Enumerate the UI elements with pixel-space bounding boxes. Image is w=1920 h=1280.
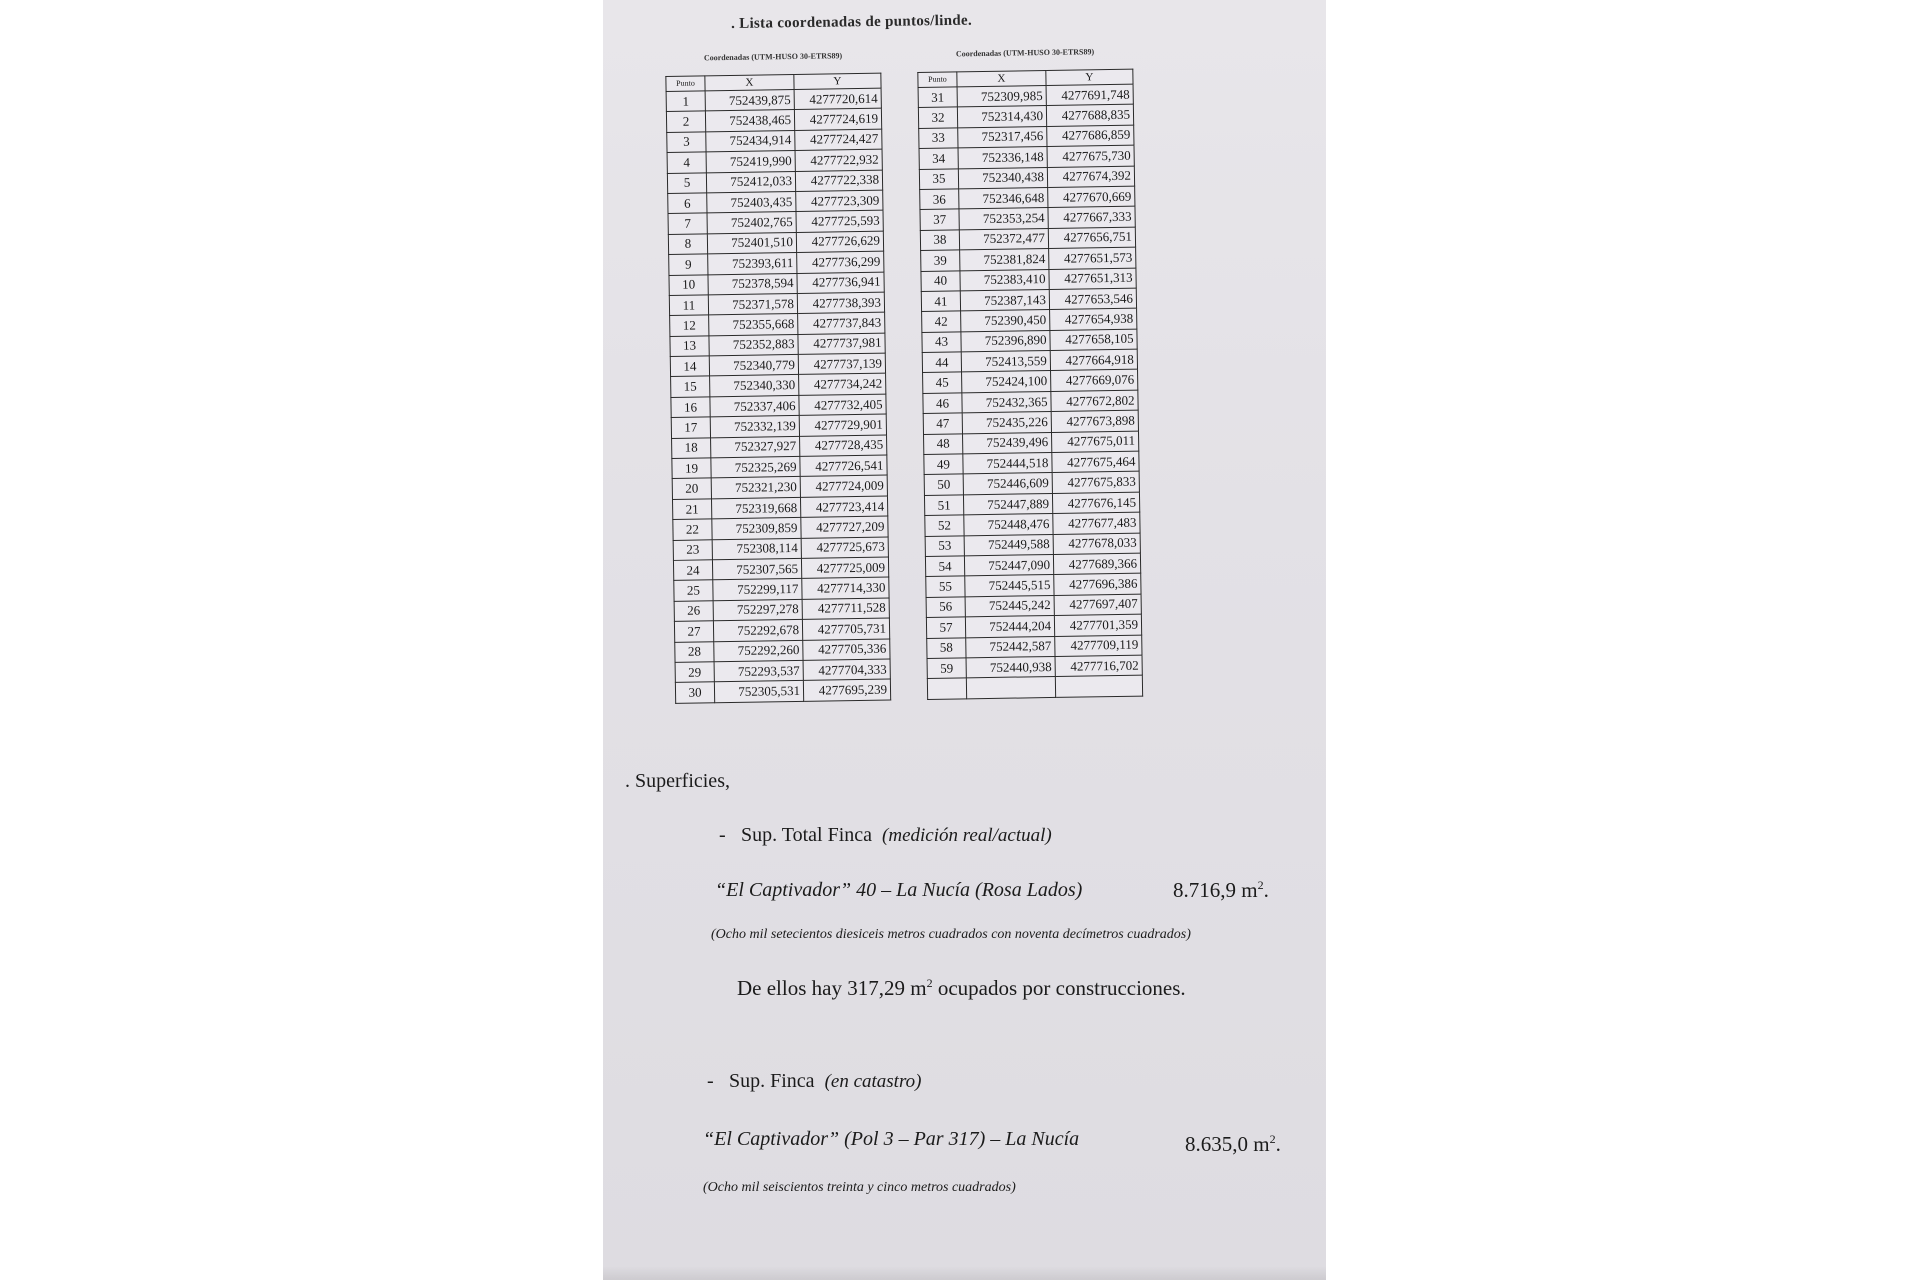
x-coordinate-cell: 752449,588	[964, 534, 1053, 556]
x-coordinate-cell: 752390,450	[961, 310, 1050, 332]
x-coordinate-cell: 752297,278	[713, 599, 802, 621]
coordinates-table-right-body	[918, 84, 1143, 699]
x-coordinate-cell: 752299,117	[713, 579, 802, 601]
x-coordinate-cell: 752337,406	[710, 395, 799, 417]
y-coordinate-cell: 4277664,918	[1050, 349, 1137, 371]
cadastre-surface-number: 8.635,0 m	[1185, 1132, 1270, 1156]
y-coordinate-cell: 4277656,751	[1048, 227, 1135, 249]
point-number-cell: 50	[924, 474, 963, 495]
x-coordinate-cell: 752353,254	[959, 208, 1048, 230]
x-coordinate-cell: 752307,565	[712, 558, 801, 580]
column-header-x: X	[957, 71, 1046, 87]
x-coordinate-cell: 752448,476	[964, 514, 1053, 536]
x-coordinate-cell: 752439,496	[962, 432, 1051, 454]
column-header-punto: Punto	[918, 72, 957, 88]
x-coordinate-cell: 752325,269	[711, 456, 800, 478]
point-number-cell: 34	[919, 148, 958, 169]
total-surface-label: Sup. Total Finca	[741, 824, 873, 846]
x-coordinate-cell	[966, 677, 1055, 699]
point-number-cell: 59	[927, 658, 966, 679]
square-exponent: 2	[926, 976, 933, 990]
point-number-cell: 4	[667, 152, 706, 173]
cadastre-surface-title	[707, 1070, 921, 1093]
x-coordinate-cell: 752446,609	[963, 473, 1052, 495]
x-coordinate-cell: 752381,824	[960, 249, 1049, 271]
y-coordinate-cell: 4277727,209	[801, 516, 888, 538]
point-number-cell: 19	[672, 458, 711, 479]
y-coordinate-cell: 4277674,392	[1047, 166, 1134, 188]
total-surface-qualifier: (medición real/actual)	[882, 825, 1052, 846]
coordinates-table-left-block	[665, 51, 891, 704]
point-number-cell: 40	[921, 270, 960, 291]
y-coordinate-cell: 4277726,629	[796, 231, 883, 253]
point-number-cell: 26	[674, 601, 713, 622]
point-number-cell: 54	[925, 556, 964, 577]
table-row	[927, 675, 1142, 699]
x-coordinate-cell: 752352,883	[709, 334, 798, 356]
bullet-dash: -	[707, 1070, 714, 1092]
y-coordinate-cell: 4277654,938	[1050, 308, 1137, 330]
y-coordinate-cell: 4277720,614	[794, 88, 881, 110]
y-coordinate-cell: 4277729,901	[799, 414, 886, 436]
y-coordinate-cell: 4277737,843	[798, 312, 885, 334]
y-coordinate-cell: 4277737,981	[798, 333, 885, 355]
y-coordinate-cell: 4277653,546	[1049, 288, 1136, 310]
y-coordinate-cell: 4277704,333	[803, 659, 890, 681]
y-coordinate-cell: 4277651,573	[1049, 247, 1136, 269]
point-number-cell: 32	[918, 107, 957, 128]
table-caption-right: Coordenadas (UTM-HUSO 30-ETRS89)	[955, 47, 1095, 59]
point-number-cell: 17	[671, 417, 710, 438]
point-number-cell: 36	[920, 189, 959, 210]
point-number-cell: 55	[926, 576, 965, 597]
y-coordinate-cell: 4277737,139	[798, 353, 885, 375]
x-coordinate-cell: 752292,678	[713, 620, 802, 642]
x-coordinate-cell: 752346,648	[959, 187, 1048, 209]
x-coordinate-cell: 752340,438	[958, 167, 1047, 189]
x-coordinate-cell: 752314,430	[957, 106, 1046, 128]
x-coordinate-cell: 752293,537	[714, 660, 803, 682]
point-number-cell: 52	[925, 515, 964, 536]
point-number-cell: 25	[674, 580, 713, 601]
y-coordinate-cell: 4277673,898	[1051, 410, 1138, 432]
y-coordinate-cell: 4277675,833	[1052, 472, 1139, 494]
point-number-cell: 13	[670, 336, 709, 357]
y-coordinate-cell: 4277651,313	[1049, 268, 1136, 290]
x-coordinate-cell: 752393,611	[708, 253, 797, 275]
point-number-cell: 42	[922, 311, 961, 332]
x-coordinate-cell: 752308,114	[712, 538, 801, 560]
document-page	[603, 0, 1326, 1280]
built-area-line	[737, 976, 1186, 1001]
point-number-cell: 22	[673, 519, 712, 540]
y-coordinate-cell: 4277725,673	[801, 537, 888, 559]
point-number-cell: 20	[672, 478, 711, 499]
point-number-cell: 45	[923, 372, 962, 393]
x-coordinate-cell: 752442,587	[966, 636, 1055, 658]
point-number-cell: 2	[666, 111, 705, 132]
x-coordinate-cell: 752332,139	[710, 416, 799, 438]
point-number-cell: 24	[673, 560, 712, 581]
point-number-cell: 31	[918, 87, 957, 108]
coordinates-table-right	[917, 69, 1143, 700]
square-exponent: 2	[1269, 1132, 1276, 1146]
x-coordinate-cell: 752402,765	[707, 212, 796, 234]
y-coordinate-cell: 4277734,242	[799, 374, 886, 396]
y-coordinate-cell: 4277726,541	[800, 455, 887, 477]
point-number-cell: 6	[668, 193, 707, 214]
column-header-y: Y	[1046, 69, 1133, 85]
x-coordinate-cell: 752445,515	[965, 575, 1054, 597]
point-number-cell: 38	[920, 230, 959, 251]
y-coordinate-cell: 4277711,528	[802, 598, 889, 620]
point-number-cell: 27	[674, 621, 713, 642]
y-coordinate-cell: 4277697,407	[1054, 594, 1141, 616]
y-coordinate-cell: 4277675,730	[1047, 145, 1134, 167]
x-coordinate-cell: 752327,927	[711, 436, 800, 458]
x-coordinate-cell: 752447,889	[963, 493, 1052, 515]
y-coordinate-cell: 4277705,731	[802, 618, 889, 640]
x-coordinate-cell: 752413,559	[961, 351, 1050, 373]
y-coordinate-cell: 4277689,366	[1053, 553, 1140, 575]
y-coordinate-cell: 4277722,338	[795, 170, 882, 192]
y-coordinate-cell: 4277723,414	[800, 496, 887, 518]
x-coordinate-cell: 752444,518	[963, 453, 1052, 475]
point-number-cell: 10	[669, 274, 708, 295]
value-period: .	[1275, 1132, 1281, 1156]
point-number-cell: 21	[672, 499, 711, 520]
y-coordinate-cell: 4277728,435	[800, 435, 887, 457]
x-coordinate-cell: 752444,204	[965, 616, 1054, 638]
x-coordinate-cell: 752309,985	[957, 86, 1046, 108]
point-number-cell: 15	[671, 376, 710, 397]
table-caption-left: Coordenadas (UTM-HUSO 30-ETRS89)	[703, 51, 843, 63]
y-coordinate-cell: 4277732,405	[799, 394, 886, 416]
point-number-cell: 23	[673, 539, 712, 560]
y-coordinate-cell: 4277701,359	[1054, 614, 1141, 636]
point-number-cell	[927, 678, 966, 699]
y-coordinate-cell: 4277705,336	[803, 639, 890, 661]
x-coordinate-cell: 752445,242	[965, 595, 1054, 617]
point-number-cell: 53	[925, 535, 964, 556]
x-coordinate-cell: 752412,033	[706, 171, 795, 193]
y-coordinate-cell: 4277669,076	[1051, 370, 1138, 392]
point-number-cell: 41	[921, 291, 960, 312]
x-coordinate-cell: 752439,875	[705, 89, 794, 111]
y-coordinate-cell: 4277725,593	[796, 210, 883, 232]
cadastre-finca-name: “El Captivador” (Pol 3 – Par 317) – La Nucía	[703, 1128, 1080, 1150]
point-number-cell: 43	[922, 332, 961, 353]
y-coordinate-cell: 4277677,483	[1053, 512, 1140, 534]
x-coordinate-cell: 752305,531	[714, 681, 803, 703]
point-number-cell: 9	[669, 254, 708, 275]
point-number-cell: 47	[923, 413, 962, 434]
x-coordinate-cell: 752396,890	[961, 330, 1050, 352]
y-coordinate-cell: 4277675,464	[1052, 451, 1139, 473]
x-coordinate-cell: 752372,477	[959, 228, 1048, 250]
y-coordinate-cell: 4277724,619	[794, 108, 881, 130]
x-coordinate-cell: 752383,410	[960, 269, 1049, 291]
x-coordinate-cell: 752432,365	[962, 391, 1051, 413]
y-coordinate-cell: 4277736,941	[797, 272, 884, 294]
y-coordinate-cell: 4277695,239	[803, 679, 890, 701]
x-coordinate-cell: 752336,148	[958, 147, 1047, 169]
point-number-cell: 29	[675, 662, 714, 683]
coordinates-table-left	[665, 73, 891, 704]
point-number-cell: 12	[670, 315, 709, 336]
total-finca-name: “El Captivador” 40 – La Nucía (Rosa Lados)	[715, 879, 1083, 901]
x-coordinate-cell: 752387,143	[960, 289, 1049, 311]
column-header-punto: Punto	[666, 76, 705, 92]
point-number-cell: 28	[675, 641, 714, 662]
point-number-cell: 3	[667, 132, 706, 153]
y-coordinate-cell: 4277667,333	[1048, 206, 1135, 228]
point-number-cell: 58	[927, 637, 966, 658]
point-number-cell: 7	[668, 213, 707, 234]
total-surface-value	[1173, 878, 1269, 903]
coordinates-tables	[665, 46, 1175, 700]
point-number-cell: 33	[919, 128, 958, 149]
y-coordinate-cell: 4277672,802	[1051, 390, 1138, 412]
y-coordinate-cell: 4277723,309	[796, 190, 883, 212]
column-header-x: X	[705, 74, 794, 90]
x-coordinate-cell: 752319,668	[711, 497, 800, 519]
y-coordinate-cell: 4277676,145	[1052, 492, 1139, 514]
coordinates-table-right-block	[917, 47, 1143, 700]
point-number-cell: 1	[666, 91, 705, 112]
point-number-cell: 56	[926, 597, 965, 618]
y-coordinate-cell: 4277716,702	[1055, 655, 1142, 677]
y-coordinate-cell: 4277736,299	[797, 251, 884, 273]
x-coordinate-cell: 752438,465	[705, 110, 794, 132]
cadastre-surface-in-words: (Ocho mil seiscientos treinta y cinco metros cuadrados)	[703, 1180, 1016, 1195]
square-exponent: 2	[1257, 878, 1264, 892]
y-coordinate-cell: 4277725,009	[801, 557, 888, 579]
point-number-cell: 5	[667, 172, 706, 193]
y-coordinate-cell: 4277675,011	[1051, 431, 1138, 453]
y-coordinate-cell: 4277696,386	[1054, 573, 1141, 595]
y-coordinate-cell: 4277688,835	[1046, 105, 1133, 127]
page-bottom-edge	[603, 1266, 1326, 1280]
point-number-cell: 30	[675, 682, 714, 703]
point-number-cell: 14	[670, 356, 709, 377]
x-coordinate-cell: 752340,330	[710, 375, 799, 397]
x-coordinate-cell: 752419,990	[706, 151, 795, 173]
document-title: . Lista coordenadas de puntos/linde.	[731, 12, 973, 32]
x-coordinate-cell: 752317,456	[958, 126, 1047, 148]
x-coordinate-cell: 752435,226	[962, 412, 1051, 434]
cadastre-surface-label: Sup. Finca	[729, 1070, 815, 1092]
x-coordinate-cell: 752434,914	[706, 130, 795, 152]
point-number-cell: 48	[924, 434, 963, 455]
cadastre-surface-qualifier: (en catastro)	[824, 1071, 922, 1092]
point-number-cell: 35	[919, 168, 958, 189]
point-number-cell: 8	[668, 234, 707, 255]
built-area-prefix: De ellos hay 317,29 m	[737, 976, 927, 1000]
x-coordinate-cell: 752355,668	[709, 314, 798, 336]
point-number-cell: 57	[926, 617, 965, 638]
x-coordinate-cell: 752321,230	[711, 477, 800, 499]
total-surface-title	[719, 824, 1052, 847]
table-row	[675, 679, 890, 703]
y-coordinate-cell: 4277724,427	[795, 129, 882, 151]
y-coordinate-cell: 4277722,932	[795, 149, 882, 171]
x-coordinate-cell: 752292,260	[714, 640, 803, 662]
x-coordinate-cell: 752424,100	[962, 371, 1051, 393]
bullet-dash: -	[719, 824, 726, 846]
x-coordinate-cell: 752440,938	[966, 656, 1055, 678]
coordinates-table-left-body	[666, 88, 891, 703]
y-coordinate-cell: 4277691,748	[1046, 84, 1133, 106]
x-coordinate-cell: 752371,578	[708, 293, 797, 315]
point-number-cell: 11	[669, 295, 708, 316]
point-number-cell: 18	[672, 437, 711, 458]
point-number-cell: 51	[924, 495, 963, 516]
y-coordinate-cell: 4277686,859	[1047, 125, 1134, 147]
point-number-cell: 46	[923, 393, 962, 414]
x-coordinate-cell: 752309,859	[712, 518, 801, 540]
cadastre-surface-value	[1185, 1132, 1281, 1157]
point-number-cell: 49	[924, 454, 963, 475]
total-surface-number: 8.716,9 m	[1173, 878, 1258, 902]
x-coordinate-cell: 752378,594	[708, 273, 797, 295]
value-period: .	[1263, 878, 1269, 902]
x-coordinate-cell: 752340,779	[709, 355, 798, 377]
x-coordinate-cell: 752403,435	[707, 191, 796, 213]
built-area-suffix: ocupados por construcciones.	[932, 976, 1186, 1000]
point-number-cell: 39	[921, 250, 960, 271]
y-coordinate-cell: 4277658,105	[1050, 329, 1137, 351]
point-number-cell: 16	[671, 397, 710, 418]
point-number-cell: 44	[922, 352, 961, 373]
y-coordinate-cell: 4277724,009	[800, 475, 887, 497]
column-header-y: Y	[794, 73, 881, 89]
surfaces-heading: . Superficies,	[625, 770, 730, 792]
x-coordinate-cell: 752401,510	[707, 232, 796, 254]
y-coordinate-cell: 4277709,119	[1055, 635, 1142, 657]
y-coordinate-cell: 4277714,330	[802, 577, 889, 599]
point-number-cell: 37	[920, 209, 959, 230]
total-surface-in-words: (Ocho mil setecientos diesiceis metros cuadrados con noventa decímetros cuadrados)	[711, 927, 1191, 942]
y-coordinate-cell	[1055, 675, 1142, 697]
x-coordinate-cell: 752447,090	[964, 554, 1053, 576]
y-coordinate-cell: 4277678,033	[1053, 533, 1140, 555]
y-coordinate-cell: 4277670,669	[1048, 186, 1135, 208]
y-coordinate-cell: 4277738,393	[797, 292, 884, 314]
